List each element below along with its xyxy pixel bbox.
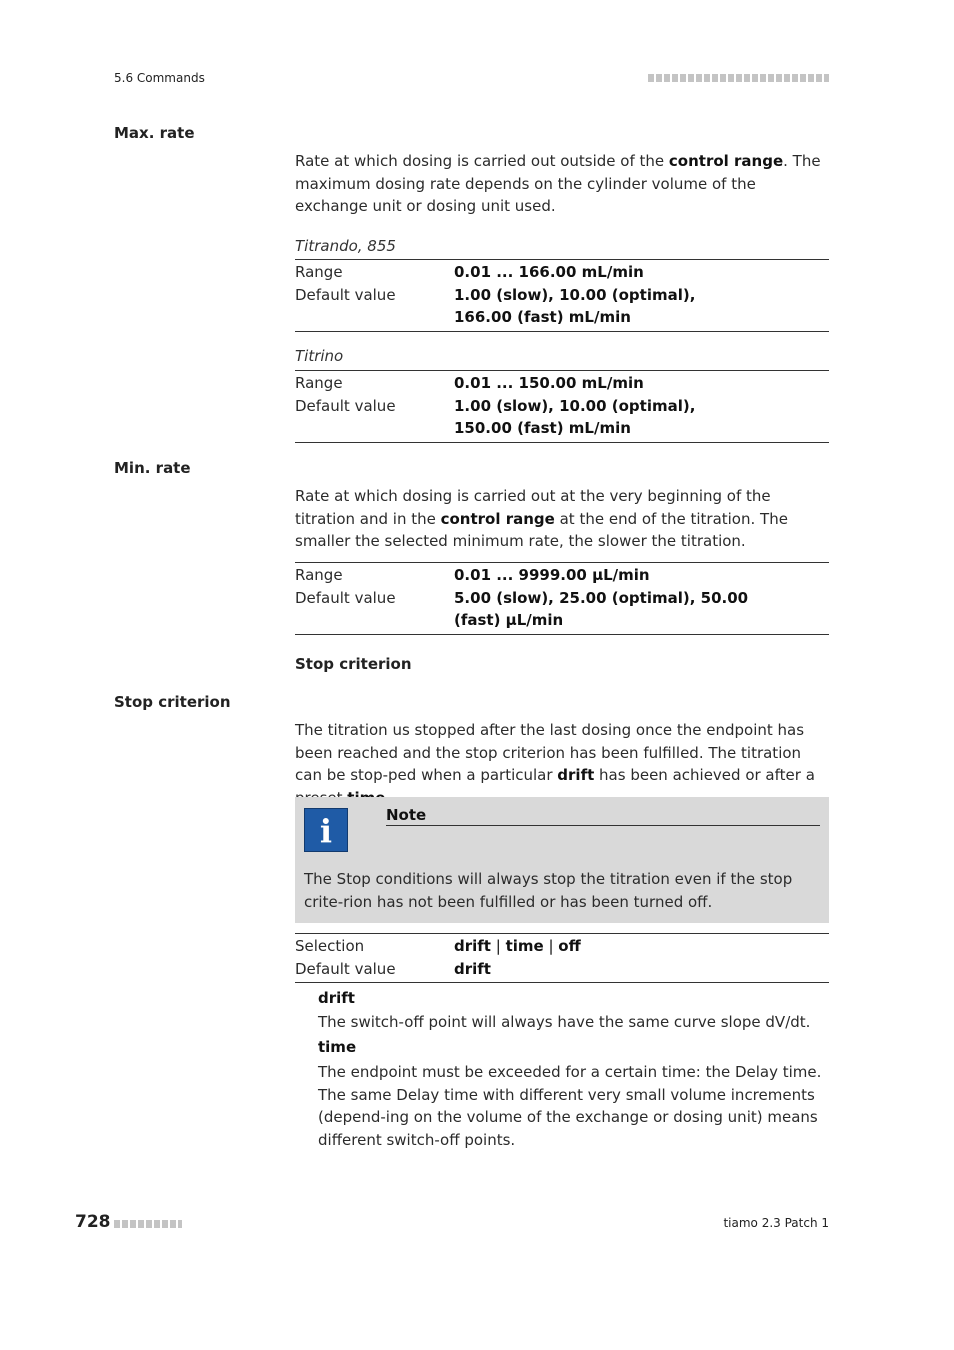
range-value: 0.01 ... 150.00 mL/min	[454, 374, 644, 392]
min-rate-description: Rate at which dosing is carried out at the very beginning of the titration and in the control range at the end of the titration. The smaller the selected minimum rate, the slower the titration.	[295, 487, 788, 550]
min-rate-heading: Min. rate	[114, 459, 191, 477]
table-row	[295, 587, 829, 632]
range-label: Range	[295, 566, 343, 584]
default-value: drift	[454, 959, 491, 978]
default-label: Default value	[295, 588, 396, 607]
default-label: Default value	[295, 396, 396, 415]
note-title: Note	[386, 806, 820, 826]
note-text: The Stop conditions will always stop the titration even if the stop crite-rion has not been fulfilled or has been turned off.	[304, 870, 793, 911]
default-value: 5.00 (slow), 25.00 (optimal), 50.00 (fast) µL/min	[454, 588, 749, 629]
range-label: Range	[295, 374, 343, 392]
term-time-description: The endpoint must be exceeded for a certain time: the Delay time. The same Delay time with different very small volume increments (depend-ing on the volume of the exchange or dosing unit) means different switch-off points.	[318, 1063, 822, 1149]
table-row	[295, 935, 829, 958]
range-value: 0.01 ... 9999.00 µL/min	[454, 566, 650, 584]
table-row	[295, 395, 829, 440]
running-header-section: 5.6 Commands	[114, 71, 205, 85]
stop-criterion-description: The titration us stopped after the last dosing once the endpoint has been reached and the stop criterion has been fulfilled. The titration can be stop-ped when a particular drift has been achieved or after a	[295, 721, 815, 784]
note-box	[295, 797, 829, 923]
term-drift: drift	[318, 989, 355, 1007]
max-rate-description: Rate at which dosing is carried out outside of the control range. The maximum dosing rate depends on the cylinder volume of the exchange unit or dosing unit used.	[295, 152, 821, 215]
range-label: Range	[295, 263, 343, 281]
term-drift-description: The switch-off point will always have the same curve slope dV/dt.	[318, 1013, 811, 1031]
range-value: 0.01 ... 166.00 mL/min	[454, 263, 644, 281]
default-value: 1.00 (slow), 10.00 (optimal), 166.00 (fast) mL/min	[454, 285, 696, 326]
table-row	[295, 261, 829, 284]
titrando-caption: Titrando, 855	[295, 237, 396, 255]
stop-criterion-table	[295, 933, 829, 983]
default-value: 1.00 (slow), 10.00 (optimal), 150.00 (fast) mL/min	[454, 396, 696, 437]
term-time: time	[318, 1038, 357, 1056]
max-rate-heading: Max. rate	[114, 124, 195, 142]
info-icon: i	[304, 808, 348, 852]
selection-value: drift | time | off	[454, 937, 581, 955]
titrino-table	[295, 370, 829, 443]
page-number: 728	[75, 1212, 111, 1232]
table-row	[295, 564, 829, 587]
header-decoration	[648, 74, 829, 82]
product-name: tiamo 2.3 Patch 1	[723, 1216, 829, 1230]
default-label: Default value	[295, 285, 396, 304]
titrando-table	[295, 259, 829, 332]
table-row	[295, 958, 829, 981]
min-rate-table	[295, 562, 829, 635]
stop-criterion-section-title: Stop criterion	[295, 655, 412, 673]
table-row	[295, 372, 829, 395]
default-label: Default value	[295, 959, 396, 978]
stop-criterion-heading: Stop criterion	[114, 693, 231, 711]
selection-label: Selection	[295, 937, 365, 955]
titrino-caption: Titrino	[295, 347, 344, 365]
footer-decoration	[114, 1220, 182, 1228]
table-row	[295, 284, 829, 329]
